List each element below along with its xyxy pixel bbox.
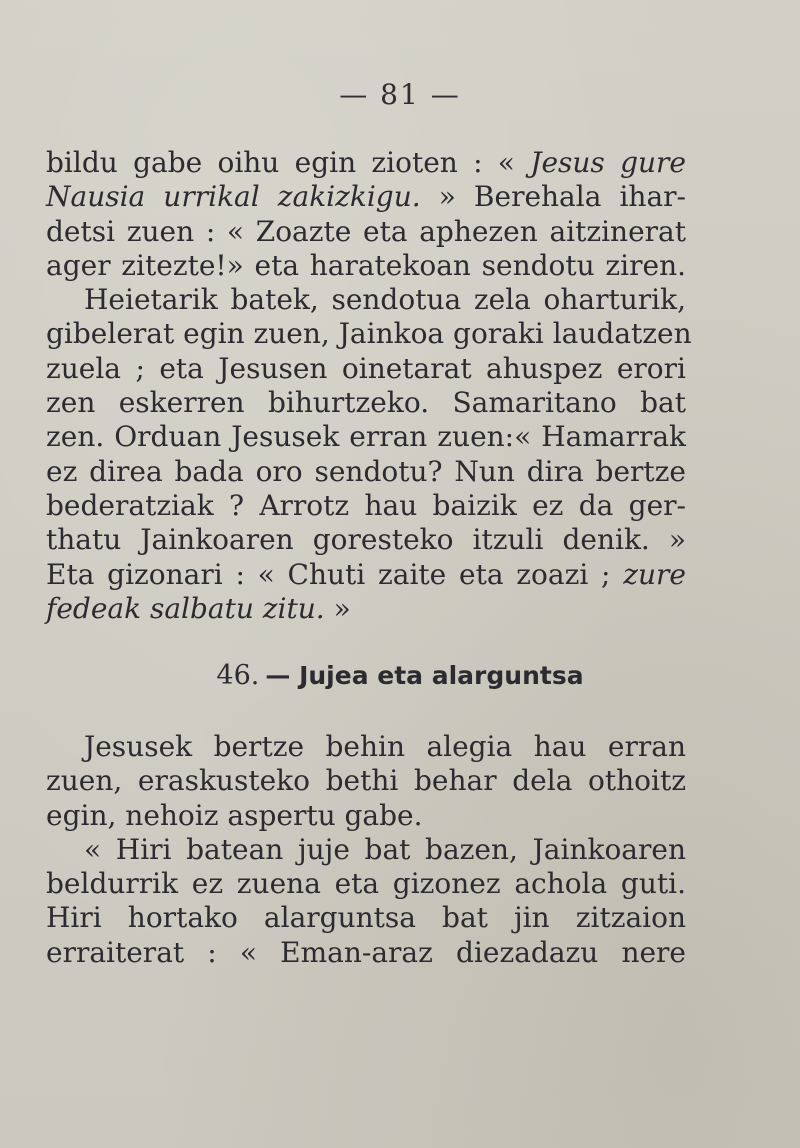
- text-line: zen. Orduan Jesusek erran zuen:« Hamarrak: [46, 420, 686, 454]
- text-line: egin, nehoiz aspertu gabe.: [46, 798, 423, 832]
- section-number: 46.: [216, 660, 260, 691]
- section-title: — Jujea eta alarguntsa: [265, 661, 584, 690]
- page-number: — 81 —: [339, 78, 461, 111]
- section-heading: [0, 660, 800, 691]
- text-line: erraiterat : « Eman-araz diezadazu nere: [46, 935, 686, 969]
- text-line: thatu Jainkoaren goresteko itzuli denik. »: [46, 523, 686, 557]
- text-line: gibelerat egin zuen, Jainkoa goraki laudatzen: [46, 317, 692, 351]
- text-block-lower: [46, 730, 686, 970]
- text-line: detsi zuen : « Zoazte eta aphezen aitzinerat: [46, 214, 686, 248]
- text-line: bildu gabe oihu egin zioten : « Jesus gure: [46, 146, 686, 179]
- text-line: Heietarik batek, sendotua zela oharturik,: [84, 283, 686, 317]
- text-line: bederatziak ? Arrotz hau baizik ez da ger-: [46, 488, 686, 522]
- text-line: Nausia urrikal zakizkigu. » Berehala ihar-: [46, 180, 686, 214]
- text-line: Jesusek bertze behin alegia hau erran: [84, 730, 686, 763]
- text-line: zuela ; eta Jesusen oinetarat ahuspez erori: [46, 351, 686, 385]
- text-line: Hiri hortako alarguntsa bat jin zitzaion: [46, 901, 686, 935]
- text-line: zen eskerren bihurtzeko. Samaritano bat: [46, 386, 686, 420]
- text-line: ez direa bada oro sendotu? Nun dira bertze: [46, 454, 686, 488]
- text-line: ager zitezte!» eta haratekoan sendotu ziren.: [46, 248, 686, 282]
- text-line: beldurrik ez zuena eta gizonez achola guti.: [46, 867, 686, 901]
- text-line: Eta gizonari : « Chuti zaite eta zoazi ; zure: [46, 557, 686, 591]
- text-line: fedeak salbatu zitu. »: [46, 591, 351, 625]
- text-line: « Hiri batean juje bat bazen, Jainkoaren: [84, 832, 686, 866]
- text-line: zuen, eraskusteko bethi behar dela othoitz: [46, 764, 686, 798]
- text-block-upper: [46, 146, 692, 626]
